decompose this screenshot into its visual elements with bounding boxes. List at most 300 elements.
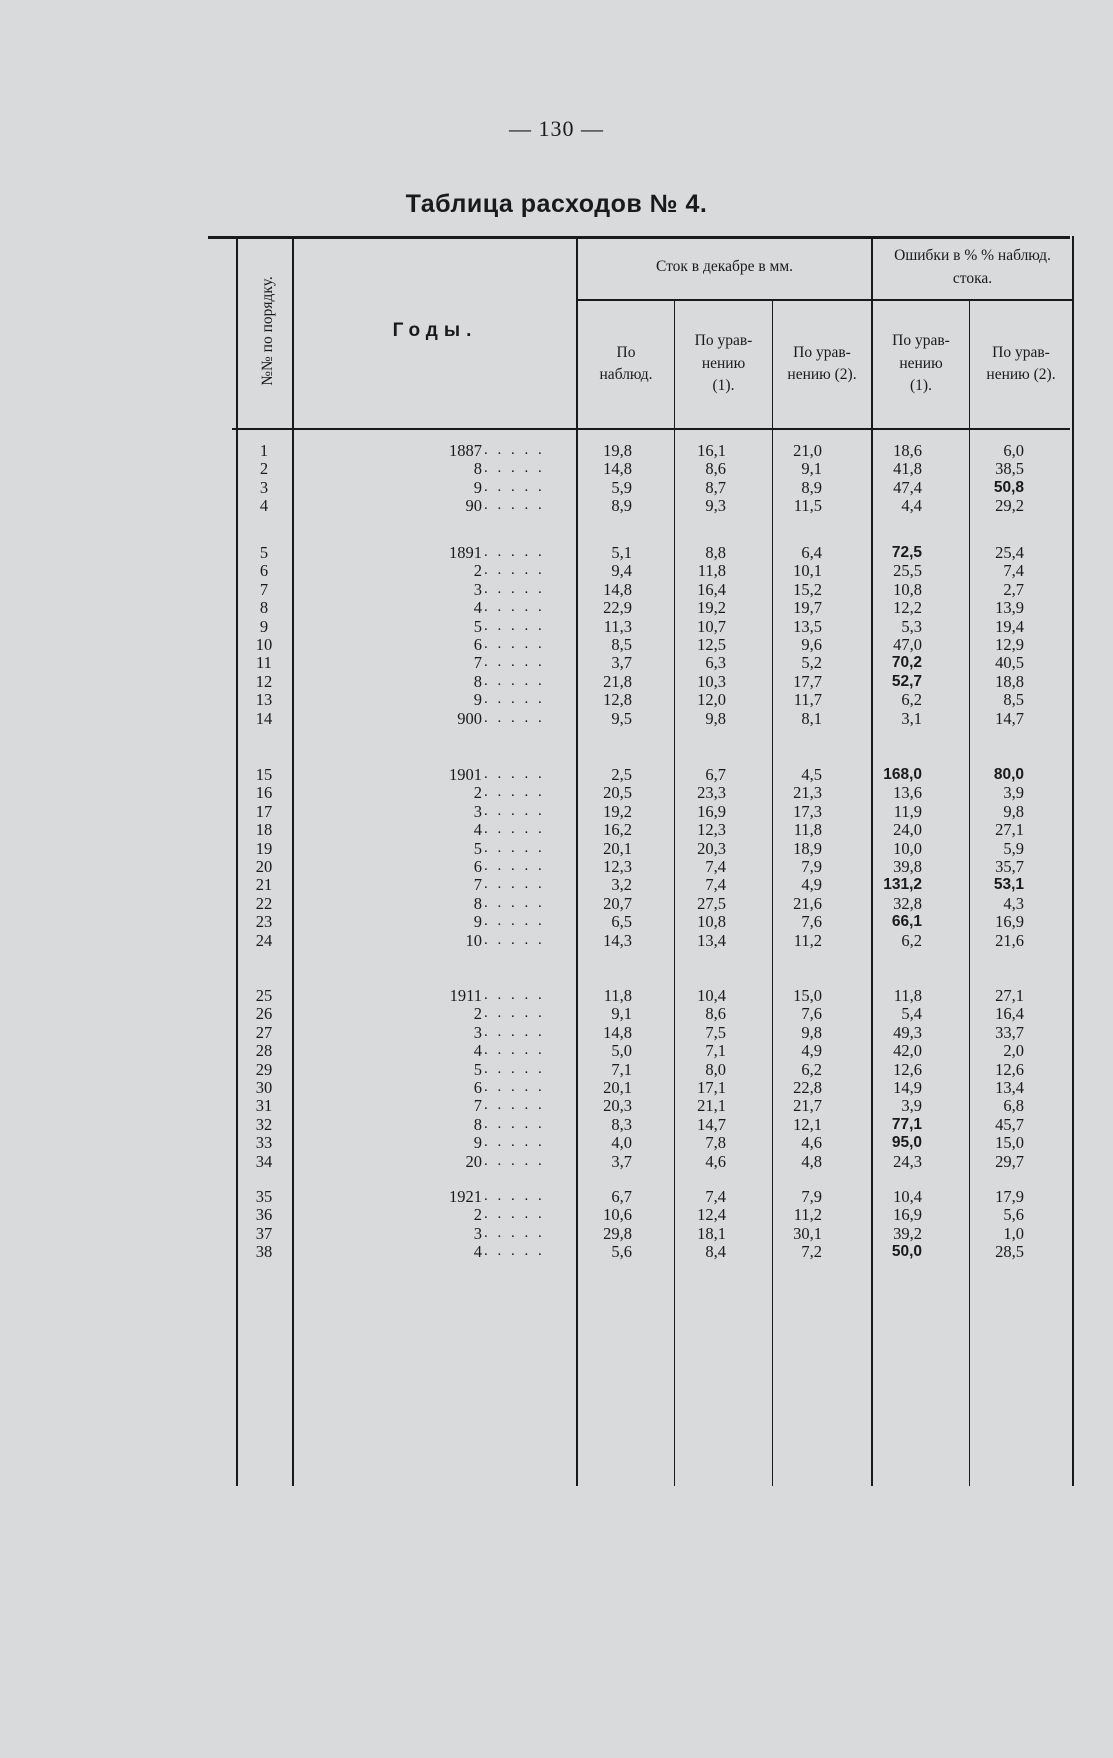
eq2-cell: 19,7 [793,598,822,618]
year-cell: 3 [473,579,482,599]
eq2-cell: 4,9 [801,875,822,895]
table-row [232,1041,1094,1060]
leader-dots: . . . . . [484,1115,545,1132]
err-eq2-cell: 80,0 [993,766,1024,783]
err-eq2-cell: 4,3 [1003,893,1024,913]
leader-dots: . . . . . [484,1224,545,1241]
year-cell: 2 [473,561,482,581]
table-row [232,1023,1094,1042]
table-row [232,894,1094,913]
leader-dots: . . . . . [484,858,545,874]
header-errors-group: Ошибки в % % наблюд. стока. [894,247,1051,287]
year-cell: 6 [473,857,482,876]
observed-cell: 7,1 [611,1059,632,1079]
row-number: 24 [255,930,273,950]
runoff-table [232,236,1094,1486]
observed-cell: 20,7 [603,893,632,913]
eq2-cell: 4,8 [801,1151,822,1171]
table-row [232,635,1094,654]
eq2-cell: 10,1 [793,561,822,581]
header-runoff-group: Сток в декабре в мм. [655,258,794,276]
err-eq2-cell: 45,7 [995,1114,1024,1134]
row-number: 36 [255,1205,273,1225]
observed-cell: 5,6 [611,1242,632,1262]
eq1-cell: 8,6 [705,459,726,479]
eq1-cell: 12,0 [697,690,726,710]
table-row [232,617,1094,636]
eq1-cell: 9,8 [705,708,726,728]
err-eq2-cell: 29,2 [995,496,1024,516]
leader-dots: . . . . . [484,1023,545,1040]
err-eq2-cell: 15,0 [995,1133,1024,1153]
row-number: 33 [255,1133,273,1153]
err-eq2-cell: 6,8 [1003,1096,1024,1116]
err-eq2-cell: 1,0 [1003,1223,1024,1243]
leader-dots: . . . . . [484,931,545,948]
table-row [232,912,1094,931]
err-eq1-cell: 39,2 [893,1223,922,1243]
year-cell: 4 [473,598,482,618]
leader-dots: . . . . . [484,1005,545,1022]
err-eq1-cell: 50,0 [891,1243,922,1261]
err-eq1-cell: 11,8 [893,986,922,1005]
row-number: 1 [259,441,269,460]
eq1-cell: 13,4 [697,930,726,950]
leader-dots: . . . . . [484,460,545,477]
year-cell: 6 [473,635,482,654]
eq2-cell: 8,9 [801,477,822,497]
eq1-cell: 8,4 [705,1242,726,1262]
year-cell: 9 [473,1133,482,1153]
err-eq2-cell: 6,0 [1003,441,1024,460]
table-row [232,931,1094,950]
leader-dots: . . . . . [484,478,545,495]
table-row [232,598,1094,617]
eq1-cell: 7,5 [705,1022,726,1042]
observed-cell: 9,4 [611,561,632,581]
eq2-cell: 4,9 [801,1041,822,1061]
err-eq1-cell: 41,8 [893,459,922,479]
table-row [232,1187,1094,1206]
eq1-cell: 4,6 [705,1151,726,1171]
table-row [232,1224,1094,1243]
eq2-cell: 4,6 [801,1133,822,1153]
year-cell: 90 [465,496,482,516]
observed-cell: 20,5 [603,783,632,803]
err-eq2-cell: 18,8 [995,671,1024,691]
observed-cell: 29,8 [603,1223,632,1243]
year-cell: 1921 [449,1187,482,1206]
row-number: 9 [259,616,269,636]
eq2-cell: 9,8 [801,1022,822,1042]
observed-cell: 3,2 [611,875,632,895]
eq2-cell: 30,1 [793,1223,822,1243]
row-number: 10 [255,635,273,654]
observed-cell: 4,0 [611,1133,632,1153]
observed-cell: 11,3 [603,616,632,636]
eq2-cell: 7,2 [801,1242,822,1262]
row-number: 19 [255,838,273,858]
row-number: 11 [256,653,272,673]
row-number: 37 [255,1223,273,1243]
leader-dots: . . . . . [484,617,545,634]
err-eq1-cell: 52,7 [891,672,922,690]
leader-dots: . . . . . [484,709,545,726]
header-years: Годы. [392,320,478,341]
page-number: — 130 — [509,116,604,141]
observed-cell: 12,3 [603,857,632,876]
eq1-cell: 7,4 [705,875,726,895]
row-number: 32 [255,1114,273,1134]
observed-cell: 3,7 [611,653,632,673]
row-number: 23 [255,912,273,932]
observed-cell: 8,9 [611,496,632,516]
observed-cell: 6,7 [611,1187,632,1206]
table-row [232,802,1094,821]
year-cell: 9 [473,690,482,710]
year-cell: 3 [473,801,482,821]
eq2-cell: 18,9 [793,838,822,858]
eq1-cell: 20,3 [697,838,726,858]
observed-cell: 6,5 [611,912,632,932]
year-cell: 1911 [449,986,482,1005]
leader-dots: . . . . . [484,894,545,911]
err-eq1-cell: 6,2 [901,930,922,950]
year-cell: 8 [473,671,482,691]
leader-dots: . . . . . [484,766,545,782]
leader-dots: . . . . . [484,821,545,838]
err-eq2-cell: 16,9 [995,912,1024,932]
header-observed: По наблюд. [599,343,653,383]
leader-dots: . . . . . [484,1152,545,1169]
row-number: 20 [255,857,273,876]
err-eq2-cell: 2,7 [1003,579,1024,599]
year-cell: 4 [473,1041,482,1061]
table-row [232,1152,1094,1171]
year-cell: 900 [457,708,482,728]
table-row [232,1133,1094,1152]
leader-dots: . . . . . [484,1042,545,1059]
header-bottom-rule [232,428,1070,430]
row-number: 38 [255,1242,273,1262]
eq2-cell: 7,9 [801,857,822,876]
err-eq2-cell: 28,5 [995,1242,1024,1262]
table-row [232,1242,1094,1261]
observed-cell: 21,8 [603,671,632,691]
eq2-cell: 11,8 [793,820,822,840]
leader-dots: . . . . . [484,599,545,616]
eq2-cell: 6,4 [801,543,822,562]
year-cell: 5 [473,616,482,636]
eq1-cell: 11,8 [697,561,726,581]
err-eq1-cell: 24,3 [893,1151,922,1171]
year-cell: 3 [473,1223,482,1243]
header-err-eq2: По урав-нению (2). [986,343,1056,383]
err-eq1-cell: 47,4 [893,477,922,497]
observed-cell: 9,1 [611,1004,632,1024]
leader-dots: . . . . . [484,802,545,819]
row-number: 15 [255,765,273,784]
leader-dots: . . . . . [484,1097,545,1114]
eq2-cell: 21,0 [793,441,822,460]
eq2-cell: 7,6 [801,912,822,932]
row-number: 30 [255,1078,273,1097]
err-eq2-cell: 19,4 [995,616,1024,636]
observed-cell: 20,3 [603,1096,632,1116]
err-eq2-cell: 2,0 [1003,1041,1024,1061]
table-row [232,709,1094,728]
row-number: 34 [255,1151,273,1171]
err-eq2-cell: 33,7 [995,1022,1024,1042]
year-cell: 3 [473,1022,482,1042]
year-cell: 8 [473,459,482,479]
err-eq2-cell: 25,4 [995,543,1024,562]
eq2-cell: 6,2 [801,1059,822,1079]
observed-cell: 9,5 [611,708,632,728]
eq1-cell: 19,2 [697,598,726,618]
year-cell: 20 [465,1151,482,1171]
err-eq2-cell: 17,9 [995,1187,1024,1206]
err-eq1-cell: 13,6 [893,783,922,803]
observed-cell: 5,9 [611,477,632,497]
err-eq1-cell: 11,9 [893,801,922,821]
eq1-cell: 14,7 [697,1114,726,1134]
eq1-cell: 7,8 [705,1133,726,1153]
leader-dots: . . . . . [484,784,545,801]
table-row [232,496,1094,515]
leader-dots: . . . . . [484,1060,545,1077]
eq1-cell: 16,9 [697,801,726,821]
err-eq1-cell: 32,8 [893,893,922,913]
eq1-cell: 10,8 [697,912,726,932]
year-cell: 5 [473,1059,482,1079]
eq1-cell: 10,7 [697,616,726,636]
leader-dots: . . . . . [484,691,545,708]
row-number: 8 [259,598,269,618]
leader-dots: . . . . . [484,1243,545,1260]
err-eq1-cell: 47,0 [893,635,922,654]
leader-dots: . . . . . [484,442,545,458]
err-eq1-cell: 49,3 [893,1022,922,1042]
err-eq1-cell: 5,3 [901,616,922,636]
table-row [232,478,1094,497]
eq2-cell: 9,6 [801,635,822,654]
eq1-cell: 16,1 [697,441,726,460]
row-number: 14 [255,708,273,728]
year-cell: 8 [473,1114,482,1134]
eq1-cell: 12,4 [697,1205,726,1225]
row-number: 17 [255,801,273,821]
table-row [232,543,1094,562]
err-eq2-cell: 13,9 [995,598,1024,618]
table-row [232,1115,1094,1134]
observed-cell: 16,2 [603,820,632,840]
err-eq2-cell: 12,6 [995,1059,1024,1079]
eq2-cell: 11,7 [793,690,822,710]
year-cell: 8 [473,893,482,913]
table-row [232,875,1094,894]
table-row [232,783,1094,802]
eq2-cell: 21,6 [793,893,822,913]
table-row [232,1004,1094,1023]
header-eq2: По урав-нению (2). [787,343,857,383]
eq1-cell: 10,3 [697,671,726,691]
err-eq2-cell: 21,6 [995,930,1024,950]
table-row [232,672,1094,691]
leader-dots: . . . . . [484,1134,545,1151]
err-eq1-cell: 72,5 [891,544,922,561]
row-number: 7 [259,579,269,599]
err-eq1-cell: 42,0 [893,1041,922,1061]
year-cell: 1901 [449,765,482,784]
row-number: 25 [255,986,273,1005]
year-cell: 4 [473,820,482,840]
eq1-cell: 18,1 [697,1223,726,1243]
eq2-cell: 11,2 [793,930,822,950]
err-eq1-cell: 12,2 [893,598,922,618]
eq1-cell: 8,8 [705,543,726,562]
observed-cell: 2,5 [611,765,632,784]
table-row [232,653,1094,672]
eq2-cell: 15,2 [793,579,822,599]
row-number: 31 [255,1096,273,1116]
leader-dots: . . . . . [484,497,545,514]
row-number: 26 [255,1004,273,1024]
eq1-cell: 12,3 [697,820,726,840]
eq2-cell: 8,1 [801,708,822,728]
err-eq2-cell: 50,8 [993,478,1024,496]
err-eq2-cell: 29,7 [995,1151,1024,1171]
err-eq2-cell: 14,7 [995,708,1024,728]
err-eq1-cell: 10,8 [893,579,922,599]
year-cell: 7 [473,875,482,895]
eq2-cell: 11,2 [793,1205,822,1225]
observed-cell: 5,1 [611,543,632,562]
year-cell: 1887 [449,441,482,460]
header-err-eq1: По урав-нению (1). [892,332,950,395]
row-number: 35 [255,1187,273,1206]
eq2-cell: 11,5 [793,496,822,516]
err-eq1-cell: 6,2 [901,690,922,710]
year-cell: 9 [473,477,482,497]
row-number: 2 [259,459,269,479]
header-row-number [236,236,300,426]
err-eq1-cell: 10,4 [893,1187,922,1206]
leader-dots: . . . . . [484,987,545,1003]
eq1-cell: 8,7 [705,477,726,497]
observed-cell: 5,0 [611,1041,632,1061]
header-eq1: По урав-нению (1). [694,332,753,395]
err-eq2-cell: 16,4 [995,1004,1024,1024]
eq1-cell: 7,4 [705,857,726,876]
table-row [232,857,1094,876]
eq1-cell: 7,4 [705,1187,726,1206]
err-eq2-cell: 9,8 [1003,801,1024,821]
year-cell: 2 [473,783,482,803]
observed-cell: 22,9 [603,598,632,618]
table-row [232,690,1094,709]
row-number: 6 [259,561,269,581]
eq2-cell: 15,0 [793,986,822,1005]
eq2-cell: 22,8 [793,1078,822,1097]
table-title: Таблица расходов № 4. [405,190,708,218]
leader-dots: . . . . . [484,1206,545,1223]
header-row-number-text: №№ по порядку. [259,276,277,386]
err-eq2-cell: 13,4 [995,1078,1024,1097]
row-number: 13 [255,690,273,710]
row-number: 18 [255,820,273,840]
eq2-cell: 12,1 [793,1114,822,1134]
observed-cell: 8,3 [611,1114,632,1134]
eq2-cell: 21,7 [793,1096,822,1116]
eq1-cell: 8,0 [705,1059,726,1079]
table-row [232,1205,1094,1224]
table-row [232,1060,1094,1079]
eq1-cell: 6,7 [705,765,726,784]
year-cell: 2 [473,1205,482,1225]
observed-cell: 8,5 [611,635,632,654]
err-eq2-cell: 3,9 [1003,783,1024,803]
row-number: 22 [255,893,273,913]
observed-cell: 14,3 [603,930,632,950]
err-eq1-cell: 25,5 [893,561,922,581]
leader-dots: . . . . . [484,654,545,671]
eq2-cell: 9,1 [801,459,822,479]
eq2-cell: 21,3 [793,783,822,803]
table-row [232,820,1094,839]
err-eq1-cell: 70,2 [891,654,922,672]
observed-cell: 20,1 [603,838,632,858]
leader-dots: . . . . . [484,636,545,652]
observed-cell: 12,8 [603,690,632,710]
leader-dots: . . . . . [484,562,545,579]
err-eq2-cell: 8,5 [1003,690,1024,710]
err-eq1-cell: 16,9 [893,1205,922,1225]
err-eq1-cell: 3,1 [901,708,922,728]
err-eq2-cell: 27,1 [995,986,1024,1005]
observed-cell: 11,8 [603,986,632,1005]
err-eq1-cell: 5,4 [901,1004,922,1024]
leader-dots: . . . . . [484,839,545,856]
table-row [232,441,1094,460]
err-eq1-cell: 3,9 [901,1096,922,1116]
eq1-cell: 21,1 [697,1096,726,1116]
leader-dots: . . . . . [484,1079,545,1095]
observed-cell: 14,8 [603,579,632,599]
year-cell: 10 [465,930,482,950]
eq1-cell: 17,1 [697,1078,726,1097]
year-cell: 2 [473,1004,482,1024]
year-cell: 6 [473,1078,482,1097]
err-eq2-cell: 53,1 [993,876,1024,894]
err-eq2-cell: 40,5 [995,653,1024,673]
err-eq1-cell: 77,1 [891,1115,922,1133]
err-eq1-cell: 10,0 [893,838,922,858]
eq2-cell: 17,3 [793,801,822,821]
row-number: 28 [255,1041,273,1061]
table-row [232,561,1094,580]
observed-cell: 14,8 [603,1022,632,1042]
eq1-cell: 10,4 [697,986,726,1005]
observed-cell: 10,6 [603,1205,632,1225]
table-row [232,1078,1094,1097]
leader-dots: . . . . . [484,913,545,930]
err-eq1-cell: 24,0 [893,820,922,840]
eq1-cell: 16,4 [697,579,726,599]
err-eq1-cell: 12,6 [893,1059,922,1079]
observed-cell: 19,8 [603,441,632,460]
leader-dots: . . . . . [484,544,545,560]
